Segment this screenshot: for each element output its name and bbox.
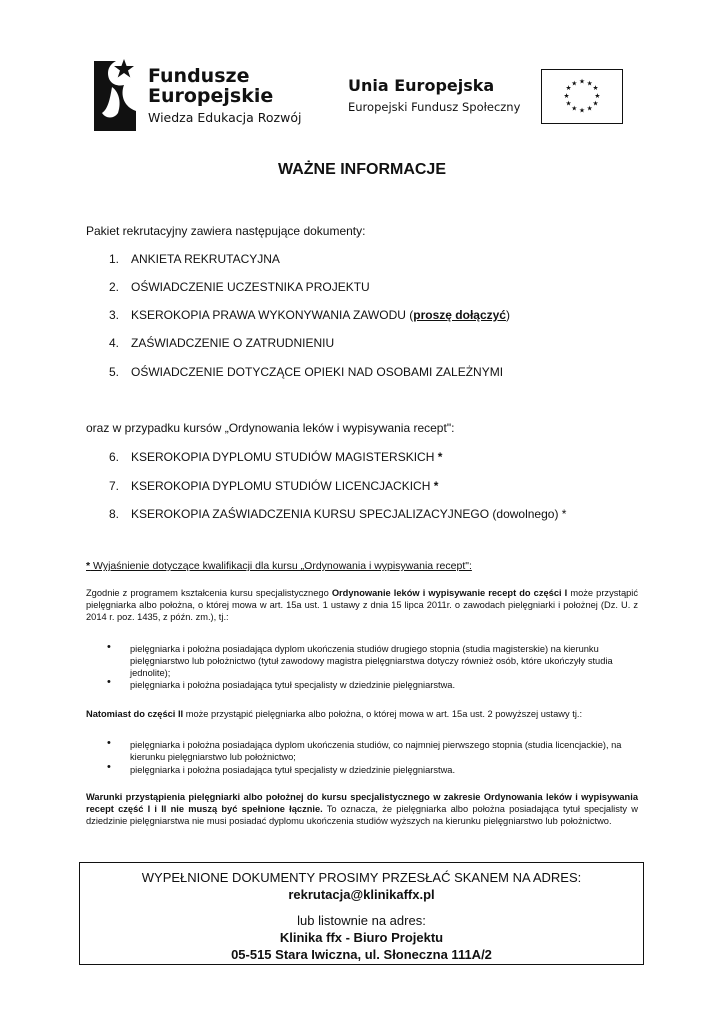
- bullet-icon: •: [107, 641, 111, 653]
- fe-line2: Europejskie: [148, 85, 274, 107]
- svg-text:★: ★: [565, 99, 572, 108]
- bullet-icon: •: [107, 676, 111, 688]
- list-item: 7. KSEROKOPIA DYPLOMU STUDIÓW LICENCJACKICH *: [109, 479, 439, 493]
- page-title: WAŻNE INFORMACJE: [278, 161, 446, 178]
- note-heading: * Wyjaśnienie dotyczące kwalifikacji dla kursu „Ordynowania i wypisywania recept":: [86, 560, 472, 572]
- intro2-text: oraz w przypadku kursów „Ordynowania leków i wypisywania recept":: [86, 421, 455, 435]
- svg-text:★: ★: [592, 84, 599, 93]
- list-item: 1. ANKIETA REKRUTACYJNA: [109, 252, 280, 266]
- list-item: 3. KSEROKOPIA PRAWA WYKONYWANIA ZAWODU (proszę dołączyć): [109, 308, 510, 322]
- list-item: 8. KSEROKOPIA ZAŚWIADCZENIA KURSU SPECJALIZACYJNEGO (dowolnego) *: [109, 507, 567, 521]
- paragraph-1: Zgodnie z programem kształcenia kursu specjalistycznego Ordynowanie leków i wypisywanie recept do części I może przystąpić pielęgniarka albo położna, o której mowa w art. 15a ust. 1 ustawy z dnia 15 lipca 2011r. o zawodach pielęgniarki i położnej (Dz. U. z 2014 r. poz. 1435, z późn. zm.), tj.:: [86, 588, 638, 622]
- eu-flag-icon: [541, 69, 623, 124]
- svg-text:★: ★: [592, 99, 599, 108]
- box-line4: Klinika ffx - Biuro Projektu: [279, 930, 444, 945]
- list-item: 6. KSEROKOPIA DYPLOMU STUDIÓW MAGISTERSKICH *: [109, 450, 443, 464]
- ue-line1: Unia Europejska: [348, 76, 495, 95]
- svg-text:★: ★: [586, 104, 593, 113]
- paragraph-2: Natomiast do części II może przystąpić pielęgniarka albo położna, o której mowa w art. 15a ust. 2 powyższej ustawy tj.:: [86, 709, 583, 719]
- bullet-icon: •: [107, 761, 111, 773]
- fundusze-europejskie-logo-text: [148, 66, 301, 127]
- list-item: 4. ZAŚWIADCZENIE O ZATRUDNIENIU: [109, 336, 335, 350]
- box-line1: WYPEŁNIONE DOKUMENTY PROSIMY PRZESŁAĆ SKANEM NA ADRES:: [141, 870, 582, 885]
- fundusze-europejskie-logo-icon: [94, 57, 136, 131]
- box-email[interactable]: rekrutacja@klinikaffx.pl: [288, 887, 435, 902]
- bullet-item: pielęgniarka i położna posiadająca dyplom ukończenia studiów, co najmniej pierwszego stopnia (studia licencjackie), na kierunku pielęgniarstwo lub położnictwo;: [130, 740, 622, 762]
- paragraph-3: Warunki przystąpienia pielęgniarki albo położnej do kursu specjalistycznego w zakresie Ordynowania leków i wypisywania recept część I i II nie muszą być spełnione łącznie. To oznacza, że pielęgniarka albo położna posiadająca tytuł specjalisty w dziedzinie pielęgniarstwa nie musi posiadać dyplomu ukończenia studiów wyższych na kierunku pielęgniarstwo lub położnictwo.: [86, 792, 638, 826]
- box-line3: lub listownie na adres:: [297, 913, 426, 928]
- submission-box: [79, 862, 644, 965]
- bullet-item: pielęgniarka i położna posiadająca tytuł specjalisty w dziedzinie pielęgniarstwa.: [130, 680, 456, 690]
- svg-text:★: ★: [565, 84, 572, 93]
- box-line5: 05-515 Stara Iwiczna, ul. Słoneczna 111A/2: [231, 947, 492, 962]
- ue-line2: Europejski Fundusz Społeczny: [348, 100, 521, 114]
- attach-emphasis: proszę dołączyć: [413, 308, 506, 322]
- bullet-item: pielęgniarka i położna posiadająca tytuł specjalisty w dziedzinie pielęgniarstwa.: [130, 765, 456, 775]
- svg-text:★: ★: [571, 79, 578, 88]
- list-item: 2. OŚWIADCZENIE UCZESTNIKA PROJEKTU: [109, 280, 370, 294]
- svg-text:★: ★: [594, 91, 601, 100]
- svg-text:★: ★: [563, 91, 570, 100]
- fe-line3: Wiedza Edukacja Rozwój: [148, 110, 302, 125]
- intro-text: Pakiet rekrutacyjny zawiera następujące dokumenty:: [86, 224, 366, 238]
- bullet-icon: •: [107, 737, 111, 749]
- svg-text:★: ★: [586, 79, 593, 88]
- unia-europejska-text: [348, 76, 520, 116]
- svg-text:★: ★: [571, 104, 578, 113]
- bullet-item: pielęgniarka i położna posiadająca dyplom ukończenia studiów drugiego stopnia (studia magisterskie) na kierunku pielęgniarstwo lub położnictwo (tytuł zawodowy magistra pielęgniarstwa dotyczy również osób, które ukończyły studia jednolite);: [130, 644, 613, 678]
- svg-text:★: ★: [578, 77, 586, 86]
- list-item: 5. OŚWIADCZENIE DOTYCZĄCE OPIEKI NAD OSOBAMI ZALEŻNYMI: [109, 365, 504, 379]
- fe-line1: Fundusze: [148, 65, 250, 87]
- svg-text:★: ★: [578, 106, 586, 115]
